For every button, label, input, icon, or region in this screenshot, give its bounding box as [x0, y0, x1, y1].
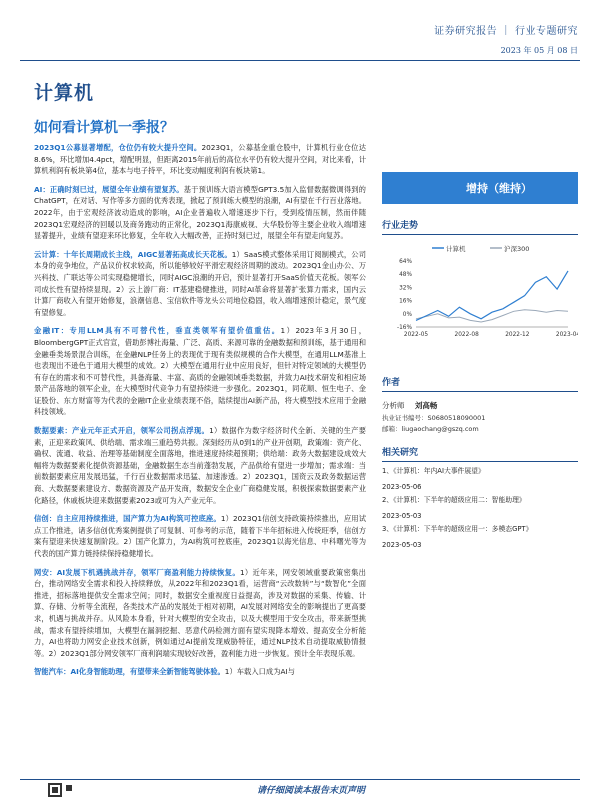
- sector-title: 计算机: [34, 82, 95, 104]
- related-date: 2023-05-03: [382, 512, 422, 520]
- paragraph: [34, 425, 366, 506]
- author-heading: 作者: [382, 375, 578, 392]
- paragraph-text: 1）2023年3月30日，BloombergGPT正式官宣，借助彭博社海量、广泛、高质、来源可靠的金融数据和预训练，基于通用和金融垂类场景混合训练，在金融NLP任务上的表现优于现有类似规模的合作大模型，在通用LLM基准上也表现出不逊色于通用大模型的成效。2）大模型在通用行业中应用良好，但针对特定领域的大模型仍有存在的需求和不可替代性，具备海量、丰富、高质的金融领域垂类数据，并致力AI技术研发和相应场景产品落地的领军企业，在大模型时代竞争力有望持续进一步强化。2023Q1，同花顺、恒生电子、金证股份、东方财富等为代表的金融IT企业业绩表现不俗，陆续提出AI新产品，将大模型技术应用于金融科技领域。: [34, 326, 366, 417]
- paragraph-highlight: 数据要素：产业元年正式开启，领军公司拐点浮现。: [34, 426, 210, 436]
- paragraph: [34, 184, 366, 242]
- qr-code-icon: [48, 783, 62, 797]
- report-category: 证券研究报告 ｜ 行业专题研究: [434, 26, 578, 37]
- report-title: 如何看计算机一季报？: [34, 120, 174, 136]
- related-item[interactable]: 3、《计算机：下半年的超级应用一：多模态GPT》: [382, 525, 533, 533]
- paragraph: [34, 513, 366, 559]
- related-heading: 相关研究: [382, 445, 578, 462]
- author-role: 分析师: [382, 401, 405, 410]
- paragraph-highlight: 金融IT：专用LLM具有不可替代性，垂直类领军有望价值重估。: [34, 326, 281, 336]
- paragraph-highlight: 网安：AI发展下机遇挑战并存，领军厂商盈利能力持续恢复。: [34, 567, 240, 577]
- report-body: [34, 142, 366, 685]
- paragraph: [34, 325, 366, 418]
- x-tick-label: 2023-04: [555, 332, 578, 338]
- x-tick-label: 2022-05: [403, 332, 429, 338]
- related-date: 2023-05-06: [382, 483, 422, 491]
- y-tick-label: 48%: [399, 272, 412, 279]
- related-item[interactable]: 1、《计算机：年内AI大事件展望》: [382, 467, 485, 475]
- y-tick-label: 16%: [399, 298, 412, 305]
- paragraph: [34, 249, 366, 319]
- header-divider: [20, 60, 580, 61]
- report-header: [434, 22, 578, 56]
- paragraph-text: 1）车载入口成为AI与: [224, 667, 295, 677]
- author-license: 执业证书编号：S0680518090001: [382, 414, 486, 422]
- qr-code-dot: [66, 785, 72, 791]
- disclaimer-link[interactable]: 请仔细阅读本报告末页声明: [256, 786, 365, 796]
- paragraph: [34, 142, 366, 177]
- paragraph: [34, 666, 366, 678]
- x-tick-label: 2022-08: [454, 332, 479, 338]
- paragraph-text: 2023Q1，公募基金重仓股中，计算机行业仓位达8.6%，环比增加4.4pct，增配明显，但距离2015年前后的高位水平仍有较大提升空间，对比来看，计算机利润有板块第4位，基本与电子持平，环比变动幅度利润有板块第1。: [34, 143, 366, 176]
- y-tick-label: -16%: [397, 325, 412, 331]
- paragraph-highlight: 智能汽车：AI化身智能助理，有望带来全新智能驾驶体验。: [34, 667, 225, 677]
- paragraph-text: 1）SaaS模式整体采用订阅制模式，公司本身的竞争地位，产品议价权求较高，所以能够较好平滑宏观经济周期的波动。2023Q1金山办公、万兴科技、广联达等公司实现稳健增长，同时AIGC浪潮的开启，预计显著打开SaaS价值天花板。领军公司成长性有望持续显现。2）云上游厂商：IT基建稳健推进，同时AI革命将显著扩张算力需求，国内云计算厂商收入有望开始修复，浪潮信息、宝信软件等龙头公司地位稳固，收入端增速预计稳定，景气度有望修复。: [34, 249, 366, 317]
- sidebar: [382, 142, 578, 549]
- paragraph-highlight: 信创：自主应用持续推进，国产算力为AI构筑可控底座。: [34, 514, 221, 524]
- trend-heading: 行业走势: [382, 218, 578, 235]
- related-item[interactable]: 2、《计算机：下半年的超级应用二：智能助理》: [382, 496, 526, 504]
- author-names: [382, 400, 578, 411]
- author-email[interactable]: 邮箱：liugaochang@gszq.com: [382, 425, 479, 433]
- footer-divider: [20, 779, 580, 780]
- legend-label-csi300: 沪深300: [504, 245, 530, 253]
- y-tick-label: 64%: [399, 259, 412, 265]
- paragraph: [34, 567, 366, 660]
- paragraph-highlight: 2023Q1公募显著增配，仓位仍有较大提升空间。: [34, 143, 202, 152]
- author-name: 刘高畅: [414, 401, 438, 410]
- legend-label-computer: 计算机: [446, 245, 466, 253]
- x-tick-label: 2022-12: [505, 332, 530, 338]
- paragraph-text: 1）2023Q1信创支持政策持续推出，应用试点工作推进，诸多信创优秀案例提供了可复制、可参考的示范，随着下半年招标进入传统旺季，信创方案有望迎来快速复制阶段。2）国产化算力，为AI构筑可控底座，2023Q1以海光信息、中科曙光等为代表的国产算力链持续保持稳健增长。: [34, 514, 366, 558]
- paragraph-text: 基于预训练大语言模型GPT3.5加入监督数据微调得到的ChatGPT，在对话、写作等多方面的优秀表现，掀起了预训练大模型的浪潮，AI有望在千行百业落地。2022年，由于宏观经济波动造成的影响，AI企业普遍收入增速逐步下行，受到疫情压制，然而伴随2023Q1宏观经济的回暖以及商务跑动的正常化，2023Q1海康威视、大华股份等主要企业收入端增速显著提升，业绩有望迎来环比修复，全年收入大幅改善，正持时刻已过，展望全年有望走向复苏。: [34, 184, 366, 241]
- related-date: 2023-05-03: [382, 541, 422, 549]
- paragraph-highlight: 云计算：十年长周期成长主线，AIGC显著拓高成长天花板。: [34, 249, 232, 259]
- report-date: 2023 年 05 月 08 日: [500, 46, 578, 55]
- paragraph-text: 1）数据作为数字经济时代全新、关键的生产要素，正迎来政策风、供给端、需求端三重趋势共振。深刻经历从0到1的产业开创期，政策端：资产化、确权、流通、收益、治理等基础制度全面落地，推进速度持续超预期；供给端：政务大数据建设成效大幅将为数据要素化提供资源基础，金融数据生态当前蓬勃发展，产品供给有望进一步增加；需求端：当前数据要素应用发展迅猛，千行百业数据需求迅猛、加速渗透。2）2023Q1，国资云及政务数据运营商、大数据要素建设方、数据资源及产品开发商，数据安全企业广商稳健发展，积极探索数据要素产业化路径，休戚板块迎来数据要素2023或可为入产业元年。: [34, 426, 366, 505]
- trend-chart: [382, 235, 578, 345]
- paragraph-highlight: AI：正确时刻已过，展望全年业绩有望复苏。: [34, 184, 184, 194]
- rating-badge: 增持（维持）: [382, 172, 578, 204]
- series-line-computer: [416, 271, 568, 321]
- y-axis: [397, 259, 568, 331]
- y-tick-label: 32%: [399, 285, 412, 292]
- paragraph-text: 1）近年来，网安领域重要政策密集出台，推动网络安全需求和投入持续释放，从2022年和2023Q1看，运营商“云改数转”与“数智化”全面推进，招标落地提供安全需求空间；同时，数据安全重视度日益提高，涉及对数据的采集、传输、计算、存储、分析等全流程，各类技术产品的发展处于相对初期，AI发展对网络安全的影响提出了更高要求，机遇与挑战并存。从风险本身看，针对大模型的安全攻击，以及大模型用于安全攻击，带来新型挑战，需求有望持续增加，大模型在漏洞挖掘、恶意代码检测方面有望实现降本增效、提高安全分析能力，AI也将助力网安企业技术创新，例如通过AI提前发现威胁特征，通过NLP技术自动提取威胁情报等。2）2023Q1部分网安领军厂商利润端实现较好改善，盈利能力进一步恢复。预计全年表现乐观。: [34, 567, 366, 658]
- y-tick-label: 0%: [402, 311, 412, 318]
- x-axis: [404, 332, 578, 338]
- chart-legend: [432, 244, 529, 253]
